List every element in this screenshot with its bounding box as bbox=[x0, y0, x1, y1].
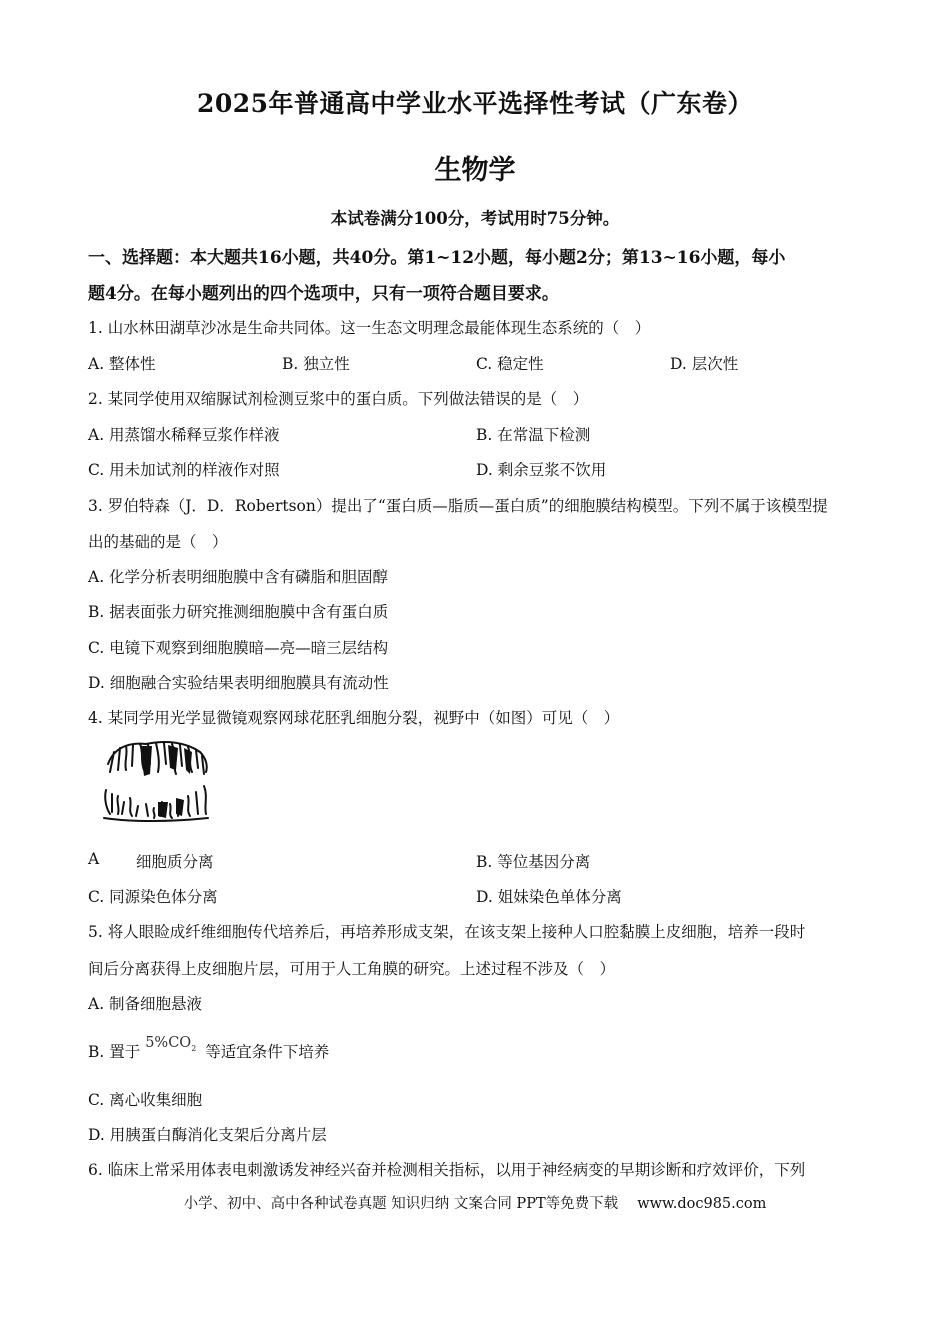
q4-option-b: B. 等位基因分离 bbox=[476, 853, 591, 871]
q5-option-b-suffix: 等适宜条件下培养 bbox=[205, 1043, 330, 1061]
q2-stem: 2. 某同学使用双缩脲试剂检测豆浆中的蛋白质。下列做法错误的是（ ） bbox=[88, 390, 589, 408]
exam-info: 本试卷满分100分，考试用时75分钟。 bbox=[330, 209, 620, 228]
q2-option-c: C. 用未加试剂的样液作对照 bbox=[88, 461, 280, 479]
q1-option-d: D. 层次性 bbox=[670, 355, 739, 373]
q2-option-d: D. 剩余豆浆不饮用 bbox=[476, 461, 607, 479]
q1-stem: 1. 山水林田湖草沙冰是生命共同体。这一生态文明理念最能体现生态系统的（ ） bbox=[88, 319, 651, 337]
q5-option-c: C. 离心收集细胞 bbox=[88, 1091, 203, 1109]
co2-formula-text: 5%CO bbox=[145, 1035, 192, 1051]
subject-heading: 生物学 bbox=[434, 155, 516, 186]
q5-stem-line2: 间后分离获得上皮细胞片层，可用于人工角膜的研究。上述过程不涉及（ ） bbox=[88, 960, 616, 978]
q1-option-b: B. 独立性 bbox=[282, 355, 350, 373]
q3-option-c: C. 电镜下观察到细胞膜暗—亮—暗三层结构 bbox=[88, 639, 389, 657]
section-heading-line1: 一、选择题：本大题共16小题，共40分。第1~12小题，每小题2分；第13~16小题，每小 bbox=[88, 248, 786, 268]
q3-option-d: D. 细胞融合实验结果表明细胞膜具有流动性 bbox=[88, 674, 389, 692]
q2-option-b: B. 在常温下检测 bbox=[476, 426, 591, 444]
q4-option-a-text: 细胞质分离 bbox=[136, 853, 214, 871]
co2-formula bbox=[145, 1035, 196, 1053]
q4-option-c: C. 同源染色体分离 bbox=[88, 888, 218, 906]
micrograph-figure bbox=[100, 736, 212, 824]
q5-option-b bbox=[88, 1035, 330, 1063]
q4-stem: 4. 某同学用光学显微镜观察网球花胚乳细胞分裂，视野中（如图）可见（ ） bbox=[88, 709, 620, 727]
page-title: 2025年普通高中学业水平选择性考试（广东卷） bbox=[196, 89, 754, 118]
q5-option-a: A. 制备细胞悬液 bbox=[88, 995, 203, 1013]
q1-option-a: A. 整体性 bbox=[88, 355, 156, 373]
q1-option-c: C. 稳定性 bbox=[476, 355, 544, 373]
q5-option-d: D. 用胰蛋白酶消化支架后分离片层 bbox=[88, 1126, 327, 1144]
q3-option-a: A. 化学分析表明细胞膜中含有磷脂和胆固醇 bbox=[88, 568, 389, 586]
q4-option-d: D. 姐妹染色单体分离 bbox=[476, 888, 622, 906]
q3-stem-line2: 出的基础的是（ ） bbox=[88, 533, 228, 551]
q4-option-a-letter: A bbox=[88, 850, 100, 868]
q3-option-b: B. 据表面张力研究推测细胞膜中含有蛋白质 bbox=[88, 603, 389, 621]
q2-option-a: A. 用蒸馏水稀释豆浆作样液 bbox=[88, 426, 280, 444]
section-heading-line2: 题4分。在每小题列出的四个选项中，只有一项符合题目要求。 bbox=[88, 284, 559, 304]
q6-stem: 6. 临床上常采用体表电刺激诱发神经兴奋并检测相关指标，以用于神经病变的早期诊断和疗效评价，下列 bbox=[88, 1161, 806, 1179]
q3-stem-line1: 3. 罗伯特森（J．D．Robertson）提出了“蛋白质—脂质—蛋白质”的细胞膜结构模型。下列不属于该模型提 bbox=[88, 497, 828, 515]
q5-stem-line1: 5. 将人眼睑成纤维细胞传代培养后，再培养形成支架，在该支架上接种人口腔黏膜上皮细胞，培养一段时 bbox=[88, 923, 806, 941]
page-footer: 小学、初中、高中各种试卷真题 知识归纳 文案合同 PPT等免费下载 www.doc985.com bbox=[183, 1196, 767, 1212]
co2-subscript: 2 bbox=[191, 1043, 197, 1053]
q5-option-b-prefix: B. 置于 bbox=[88, 1043, 141, 1061]
